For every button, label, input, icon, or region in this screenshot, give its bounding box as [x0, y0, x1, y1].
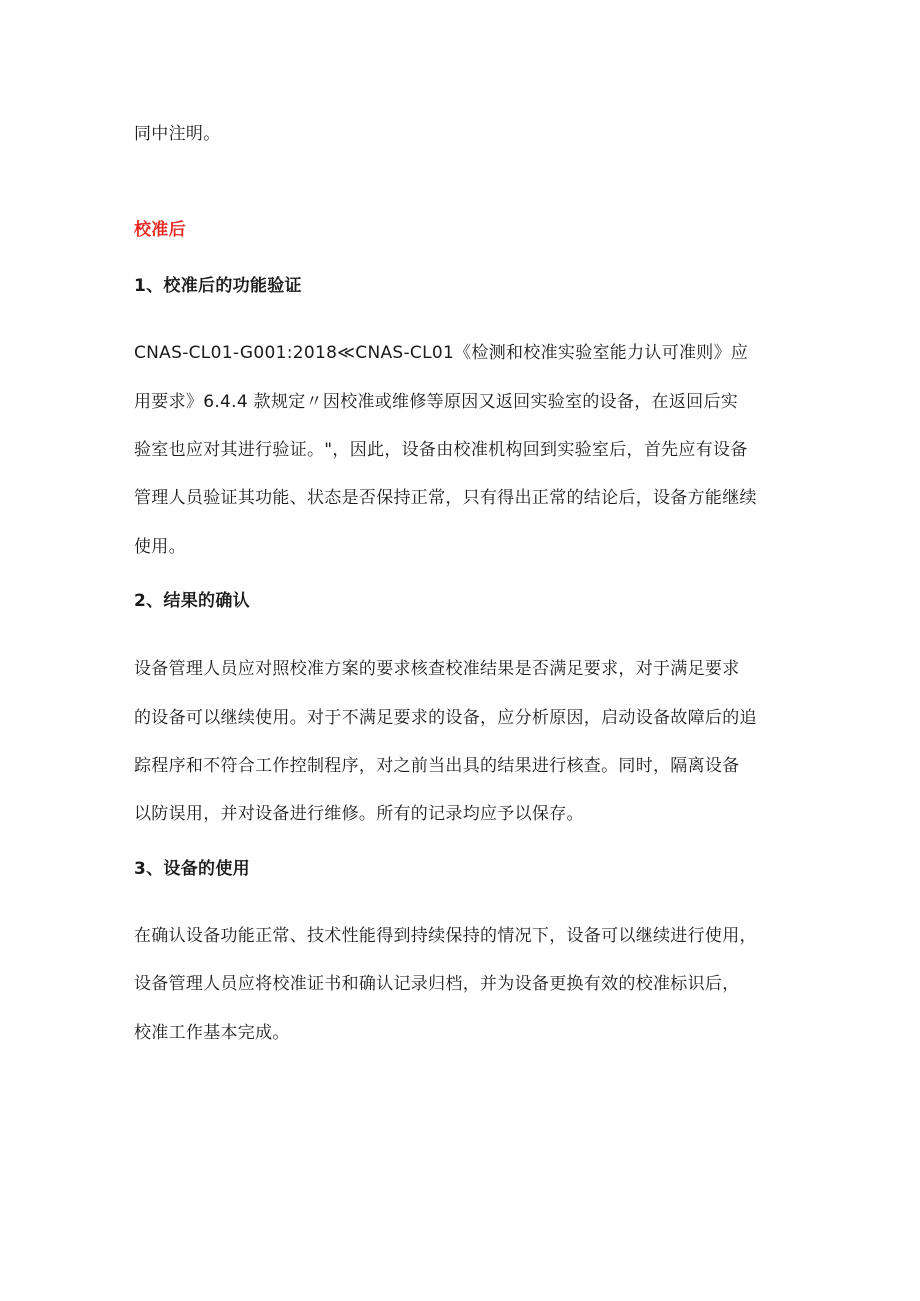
heading-2: 2、结果的确认: [134, 591, 250, 611]
para-2-line: 设备管理人员应对照校准方案的要求核查校准结果是否满足要求，对于满足要求: [134, 659, 740, 679]
para-1-line: CNAS-CL01-G001:2018≪CNAS-CL01《检测和校准实验室能力认可准则》应: [134, 343, 749, 363]
para-1-line: 验室也应对其进行验证。"，因此，设备由校准机构回到实验室后，首先应有设备: [134, 440, 748, 460]
para-1-line: 管理人员验证其功能、状态是否保持正常，只有得出正常的结论后，设备方能继续: [134, 488, 757, 508]
heading-1: 1、校准后的功能验证: [134, 276, 302, 296]
para-3-line: 设备管理人员应将校准证书和确认记录归档，并为设备更换有效的校准标识后，: [134, 974, 740, 994]
para-2-line: 的设备可以继续使用。对于不满足要求的设备，应分析原因，启动设备故障后的追: [134, 708, 757, 728]
heading-3: 3、设备的使用: [134, 859, 250, 879]
para-1-line: 用要求》6.4.4 款规定〃因校准或维修等原因又返回实验室的设备，在返回后实: [134, 392, 739, 412]
para-2-line: 踪程序和不符合工作控制程序，对之前当出具的结果进行核查。同时，隔离设备: [134, 756, 740, 776]
para-3-line: 校准工作基本完成。: [134, 1023, 290, 1043]
para-3-line: 在确认设备功能正常、技术性能得到持续保持的情况下，设备可以继续进行使用，: [134, 926, 757, 946]
para-2-line: 以防误用，并对设备进行维修。所有的记录均应予以保存。: [134, 804, 584, 824]
intro-tail-line: 同中注明。: [134, 124, 221, 144]
section-title: 校准后: [134, 220, 186, 240]
para-1-line: 使用。: [134, 537, 186, 557]
